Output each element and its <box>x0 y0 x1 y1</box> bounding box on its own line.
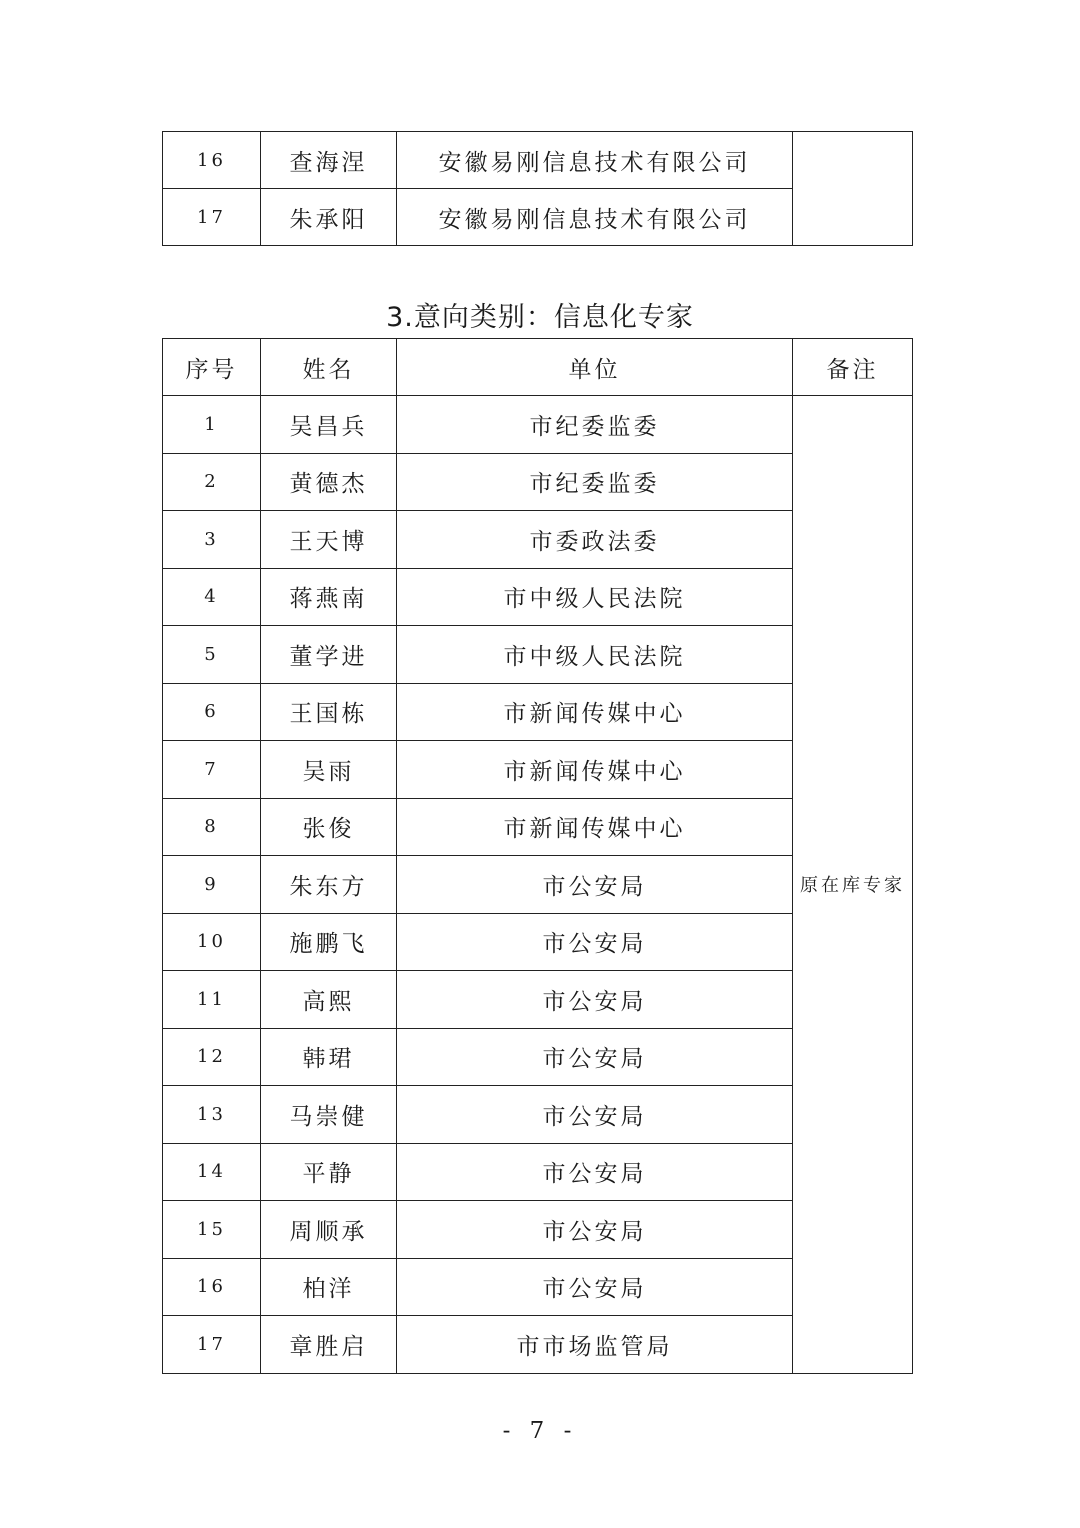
organization: 市公安局 <box>397 1028 793 1086</box>
person-name: 韩珺 <box>261 1028 397 1086</box>
remark-merged: 原在库专家 <box>793 396 913 1374</box>
header-number: 序号 <box>163 339 261 396</box>
header-unit: 单位 <box>397 339 793 396</box>
experts-table <box>162 338 913 1374</box>
row-number: 9 <box>163 856 261 914</box>
row-number: 5 <box>163 626 261 684</box>
row-number: 1 <box>163 396 261 454</box>
row-number: 17 <box>163 1316 261 1374</box>
organization: 市公安局 <box>397 1201 793 1259</box>
organization: 市纪委监委 <box>397 453 793 511</box>
organization: 市新闻传媒中心 <box>397 741 793 799</box>
row-number: 3 <box>163 511 261 569</box>
person-name: 平静 <box>261 1143 397 1201</box>
person-name: 张俊 <box>261 798 397 856</box>
row-number: 13 <box>163 1086 261 1144</box>
organization: 市中级人民法院 <box>397 568 793 626</box>
person-name: 施鹏飞 <box>261 913 397 971</box>
remark-cell <box>793 132 913 246</box>
row-number: 11 <box>163 971 261 1029</box>
row-number: 16 <box>163 132 261 189</box>
organization: 市公安局 <box>397 1143 793 1201</box>
organization: 安徽易刚信息技术有限公司 <box>397 189 793 246</box>
continued-table <box>162 131 913 246</box>
organization: 市公安局 <box>397 856 793 914</box>
person-name: 马崇健 <box>261 1086 397 1144</box>
table-header-row <box>163 339 913 396</box>
organization: 市新闻传媒中心 <box>397 798 793 856</box>
organization: 市中级人民法院 <box>397 626 793 684</box>
person-name: 王国栋 <box>261 683 397 741</box>
row-number: 12 <box>163 1028 261 1086</box>
organization: 市公安局 <box>397 1086 793 1144</box>
header-name: 姓名 <box>261 339 397 396</box>
row-number: 8 <box>163 798 261 856</box>
row-number: 10 <box>163 913 261 971</box>
person-name: 朱东方 <box>261 856 397 914</box>
person-name: 查海涅 <box>261 132 397 189</box>
person-name: 柏洋 <box>261 1258 397 1316</box>
person-name: 朱承阳 <box>261 189 397 246</box>
row-number: 2 <box>163 453 261 511</box>
person-name: 董学进 <box>261 626 397 684</box>
organization: 市市场监管局 <box>397 1316 793 1374</box>
row-number: 16 <box>163 1258 261 1316</box>
header-note: 备注 <box>793 339 913 396</box>
table-row <box>163 132 913 189</box>
person-name: 王天博 <box>261 511 397 569</box>
organization: 市委政法委 <box>397 511 793 569</box>
row-number: 7 <box>163 741 261 799</box>
section-title: 3.意向类别：信息化专家 <box>386 302 694 333</box>
row-number: 4 <box>163 568 261 626</box>
organization: 市公安局 <box>397 1258 793 1316</box>
person-name: 高熙 <box>261 971 397 1029</box>
organization: 市新闻传媒中心 <box>397 683 793 741</box>
row-number: 15 <box>163 1201 261 1259</box>
organization: 市公安局 <box>397 971 793 1029</box>
person-name: 吴雨 <box>261 741 397 799</box>
page-number: - 7 - <box>502 1418 578 1444</box>
row-number: 14 <box>163 1143 261 1201</box>
person-name: 周顺承 <box>261 1201 397 1259</box>
organization: 市公安局 <box>397 913 793 971</box>
table-row <box>163 396 913 454</box>
person-name: 章胜启 <box>261 1316 397 1374</box>
row-number: 17 <box>163 189 261 246</box>
person-name: 蒋燕南 <box>261 568 397 626</box>
person-name: 黄德杰 <box>261 453 397 511</box>
person-name: 吴昌兵 <box>261 396 397 454</box>
organization: 安徽易刚信息技术有限公司 <box>397 132 793 189</box>
organization: 市纪委监委 <box>397 396 793 454</box>
row-number: 6 <box>163 683 261 741</box>
